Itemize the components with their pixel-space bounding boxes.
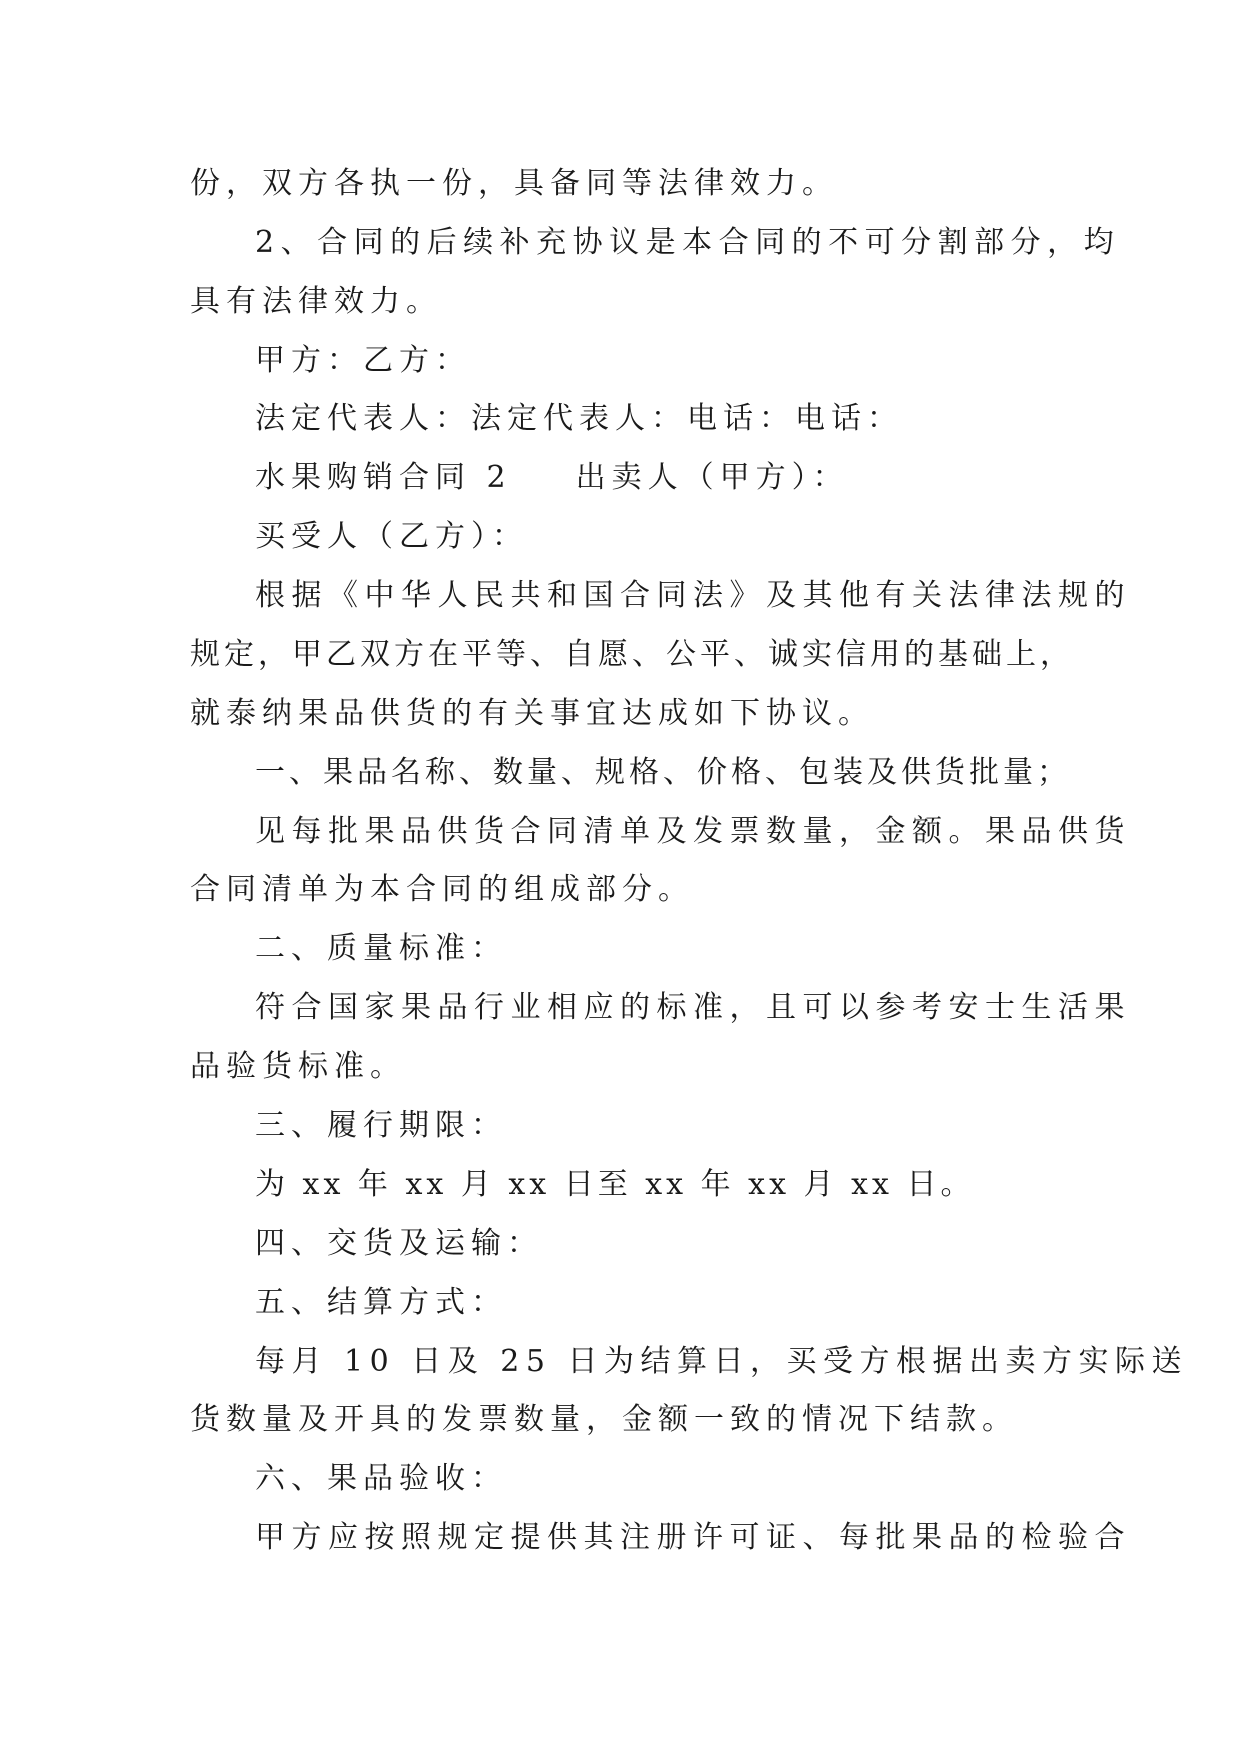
contract-title: 水果购销合同 2	[255, 460, 512, 495]
text-line	[255, 458, 849, 498]
text-line: 甲方应按照规定提供其注册许可证、每批果品的检验合	[255, 1520, 1131, 1555]
text-line: 四、交货及运输：	[255, 1226, 543, 1261]
text-line: 货数量及开具的发票数量，金额一致的情况下结款。	[190, 1402, 1018, 1437]
text-line: 买受人（乙方）：	[255, 519, 528, 554]
text-line: 六、果品验收：	[255, 1461, 507, 1496]
text-line: 品验货标准。	[190, 1049, 406, 1084]
text-line: 五、结算方式：	[255, 1285, 507, 1320]
text-line: 份，双方各执一份，具备同等法律效力。	[190, 166, 838, 201]
seller-label: 出卖人（甲方）：	[575, 460, 849, 495]
text-line: 甲方：乙方：	[255, 343, 471, 378]
text-line: 就泰纳果品供货的有关事宜达成如下协议。	[190, 696, 874, 731]
text-line: 符合国家果品行业相应的标准，且可以参考安士生活果	[255, 990, 1131, 1025]
text-line: 二、质量标准：	[255, 931, 507, 966]
text-line: 一、果品名称、数量、规格、价格、包装及供货批量；	[255, 755, 1071, 790]
text-line: 为 xx 年 xx 月 xx 日至 xx 年 xx 月 xx 日。	[255, 1167, 975, 1202]
text-line: 合同清单为本合同的组成部分。	[190, 872, 694, 907]
text-line: 三、履行期限：	[255, 1108, 507, 1143]
text-line: 2、合同的后续补充协议是本合同的不可分割部分，均	[255, 225, 1121, 260]
text-line: 规定，甲乙双方在平等、自愿、公平、诚实信用的基础上，	[190, 637, 1074, 672]
text-line: 法定代表人：法定代表人：电话：电话：	[255, 401, 903, 436]
text-line: 每月 10 日及 25 日为结算日，买受方根据出卖方实际送	[255, 1344, 1188, 1379]
text-line: 具有法律效力。	[190, 284, 442, 319]
text-line: 根据《中华人民共和国合同法》及其他有关法律法规的	[255, 578, 1131, 613]
text-line: 见每批果品供货合同清单及发票数量，金额。果品供货	[255, 814, 1131, 849]
